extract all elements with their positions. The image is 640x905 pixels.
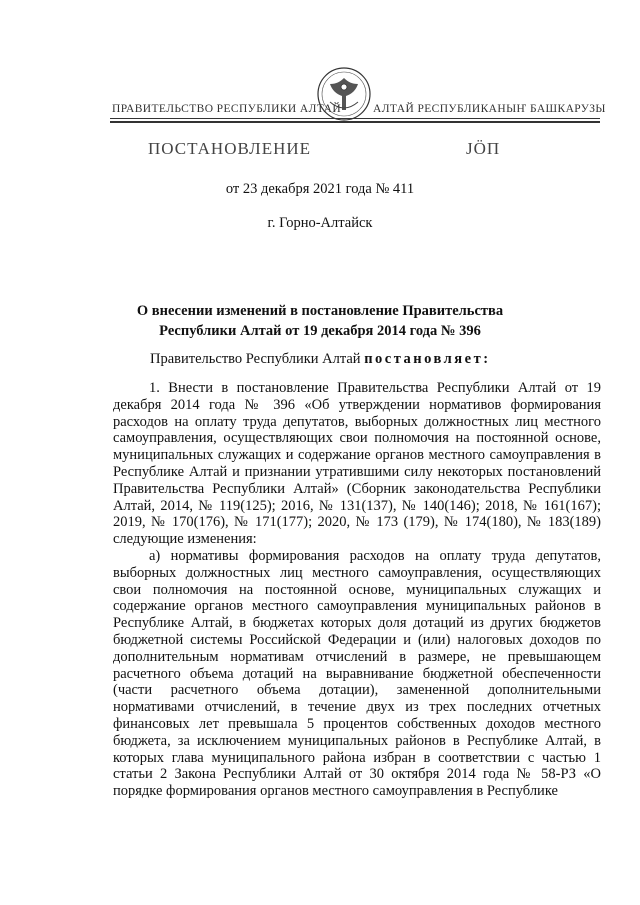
paragraph-a: а) нормативы формирования расходов на оплату труда депутатов, выборных должностных лиц местного самоуправления, осуществляющих свои полномочия на постоянной основе, муниципальных служащих и содержание органов местного самоуправления муниципальных районов в Республике Алтай, в бюджетах которых доля дотаций из других бюджетов бюджетной системы Российской Федерации и (или) налоговых доходов по дополнительным нормативам отчислений в размере, не превышающем расчетного объема дотаций на выравнивание бюджетной обеспеченности (части расчетного объема дотации), замененной дополнительными нормативами отчислений, в течение двух из трех последних отчетных финансовых лет превышала 5 процентов собственных доходов местного бюджета, за исключением муниципальных районов в Республике Алтай, в которых глава муниципального района избран в соответствии с частью 1 статьи 2 Закона Республики Алтай от 30 октября 2014 года № 58-РЗ «О порядке формирования органов местного самоуправления в Республике [113,547,601,800]
doc-kind-alt: ЈӦП [466,139,501,158]
header-divider-thick [110,121,600,123]
doc-kind-ru: ПОСТАНОВЛЕНИЕ [148,139,312,158]
header-divider-thin [110,118,600,119]
header-right-title: АЛТАЙ РЕСПУБЛИКАНЫҤ БАШКАРУЗЫ [373,103,606,115]
date-line: от 23 декабря 2021 года № 411 [225,181,415,197]
preamble [150,351,491,368]
header-left-title: ПРАВИТЕЛЬСТВО РЕСПУБЛИКИ АЛТАЙ [112,103,342,115]
document-body [113,380,601,800]
city-line: г. Горно-Алтайск [267,215,373,231]
preamble-text: Правительство Республики Алтай [150,351,361,367]
paragraph-1: 1. Внести в постановление Правительства Республики Алтай от 19 декабря 2014 года № 396 «Об утверждении нормативов формирования расходов на оплату труда депутатов, выборных должностных лиц местного самоуправления, осуществляющих свои полномочия на постоянной основе, муниципальных служащих и содержание органов местного самоуправления в Республике Алтай и признании утратившими силу некоторых постановлений Правительства Республики Алтай» (Сборник законодательства Республики Алтай, 2014, № 119(125); 2016, № 131(137), № 140(146); 2018, № 161(167); 2019, № 170(176), № 171(177); 2020, № 173 (179), № 174(180), № 183(189) следующие изменения: [113,380,601,548]
document-title: О внесении изменений в постановление Правительства Республики Алтай от 19 декабря 2014 года № 396 [136,303,504,339]
preamble-spaced-verb: постановляет: [364,351,491,367]
